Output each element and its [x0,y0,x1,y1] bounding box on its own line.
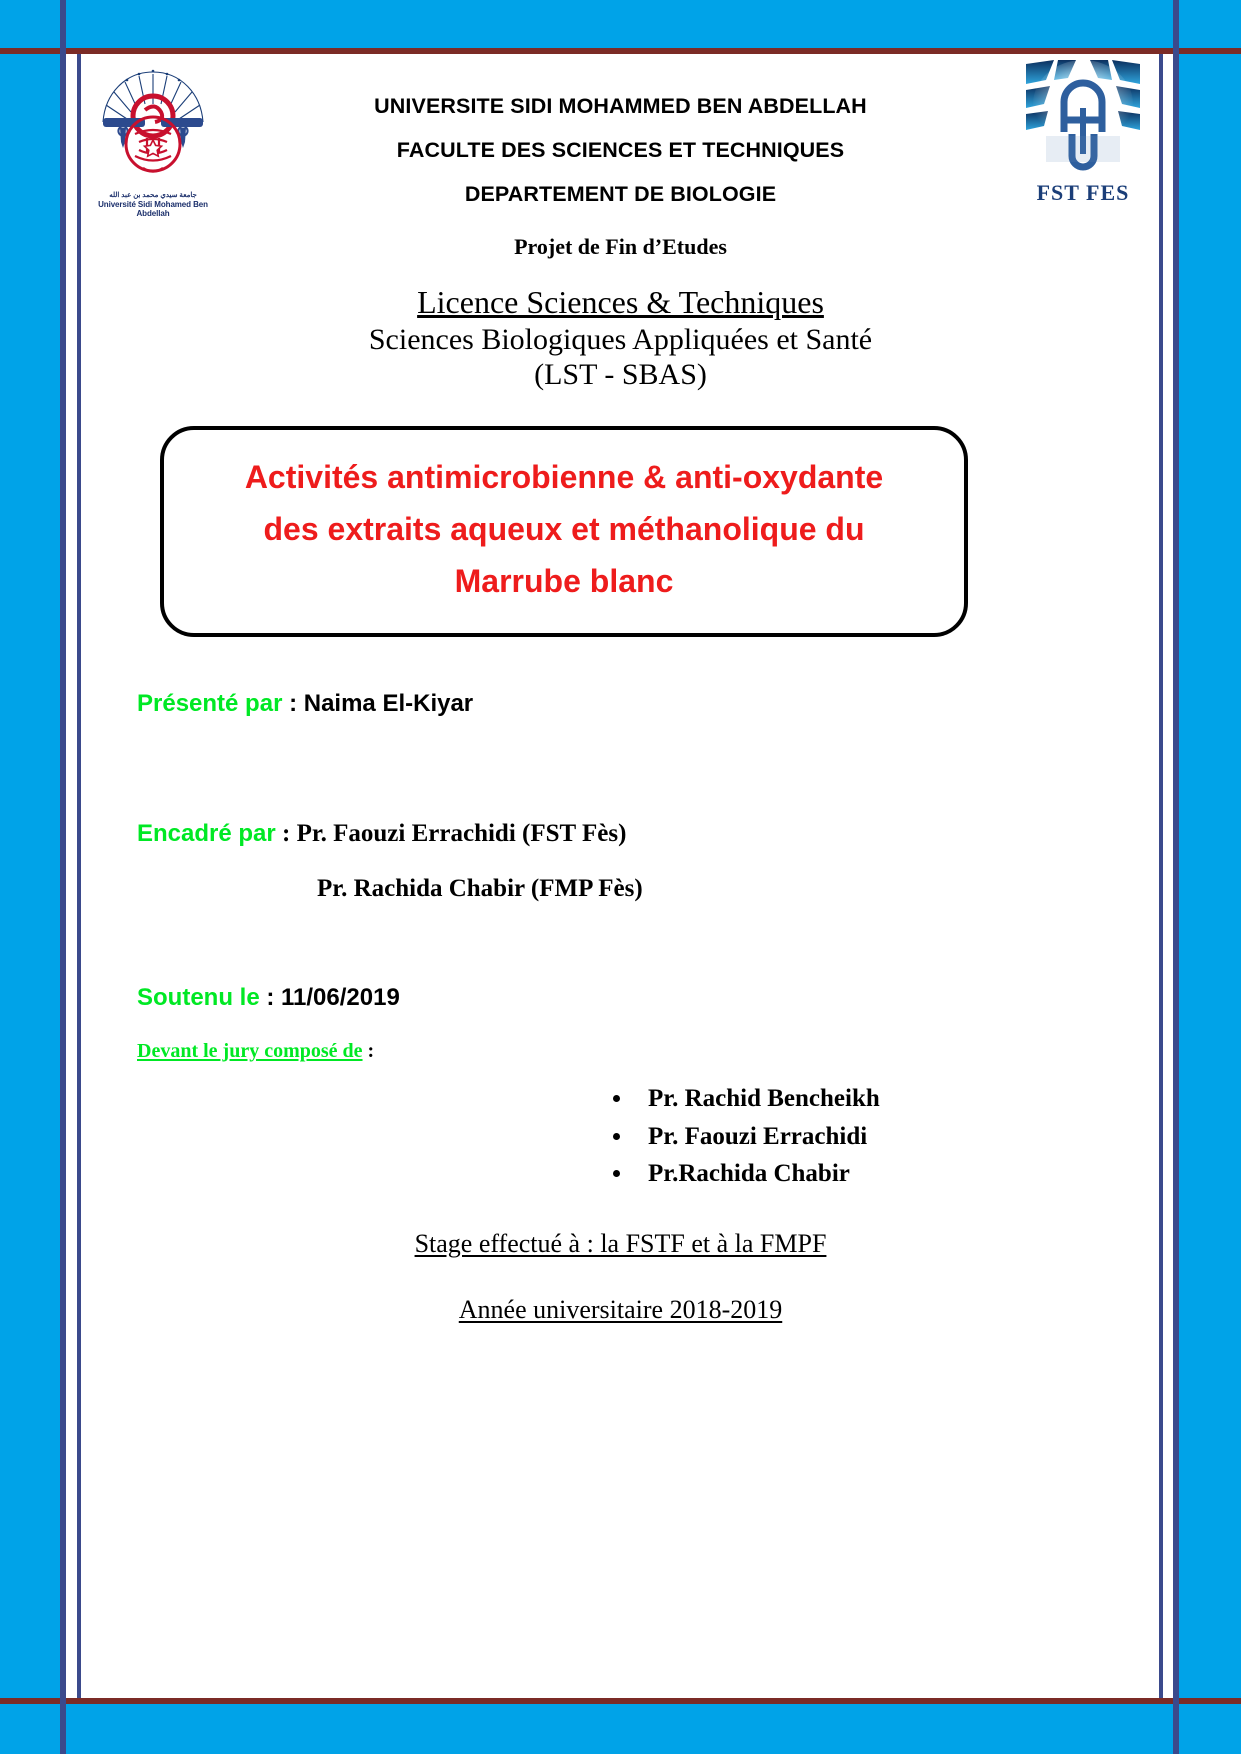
degree-abbreviation: (LST - SBAS) [534,358,707,391]
thesis-title-line-1: Activités antimicrobienne & anti-oxydante [244,459,884,495]
defense-date-block [137,984,400,1012]
supervisor-1: Pr. Faouzi Errachidi (FST Fès) [296,820,627,847]
thesis-title-line-3: Marrube blanc [454,562,674,599]
university-logo-caption-latin: Université Sidi Mohamed Ben Abdellah [98,200,208,219]
page-border-bottom-rule [0,1698,1241,1704]
jury-label-separator: : [362,1040,375,1062]
jury-member: • Pr. Faouzi Errachidi [634,1118,880,1156]
page-border-inner-left-rule [77,54,81,1698]
faculty-logo-wordmark: FST FES [1036,180,1130,205]
presented-by-value: Naima El-Kiyar [303,690,474,717]
page-border-left-rule [60,0,66,1754]
defense-date-label: Soutenu le [137,984,260,1011]
page-border-top-blue [0,0,1241,48]
thesis-title-box [160,426,968,637]
supervised-by-block [137,820,643,903]
supervisor-2: Pr. Rachida Chabir (FMP Fès) [317,875,643,902]
project-type-label: Projet de Fin d’Etudes [514,234,727,259]
page-border-bottom-blue [0,1704,1241,1754]
defense-date-value: 11/06/2019 [281,984,400,1011]
degree-block [82,284,1159,392]
page-border-right-rule [1173,0,1179,1754]
defense-date-separator: : [259,984,281,1011]
institution-header [82,94,1159,226]
supervised-by-line-1 [137,820,643,848]
footer-block [82,1229,1159,1325]
institution-line-faculty: FACULTE DES SCIENCES ET TECHNIQUES [396,138,845,162]
degree-speciality: Sciences Biologiques Appliquées et Santé [368,323,873,356]
thesis-title-line-2: des extraits aqueux et méthanolique du [263,510,865,547]
presented-by-separator: : [282,690,304,717]
jury-member: • Pr.Rachida Chabir [634,1155,880,1193]
institution-line-university: UNIVERSITE SIDI MOHAMMED BEN ABDELLAH [374,94,867,118]
page-border-left-blue [0,0,60,1754]
cover-content [82,54,1159,1698]
jury-label-block [137,1040,374,1063]
page-border-inner-right-rule [1159,54,1163,1698]
internship-location: Stage effectué à : la FSTF et à la FMPF [414,1229,827,1258]
supervised-by-separator: : [275,820,297,847]
jury-member: • Pr. Rachid Bencheikh [634,1080,880,1118]
degree-name: Licence Sciences & Techniques [417,284,824,320]
institution-line-department: DEPARTEMENT DE BIOLOGIE [464,182,777,206]
jury-members-list [594,1080,880,1193]
university-logo-caption-arabic: جامعة سيدي محمد بن عبد الله [109,192,197,199]
page-border-right-blue [1179,0,1241,1754]
supervised-by-label: Encadré par [137,820,276,847]
jury-label: Devant le jury composé de [137,1040,363,1062]
academic-year: Année universitaire 2018-2019 [458,1295,783,1324]
presented-by-block [137,690,473,718]
presented-by-label: Présenté par [137,690,283,717]
